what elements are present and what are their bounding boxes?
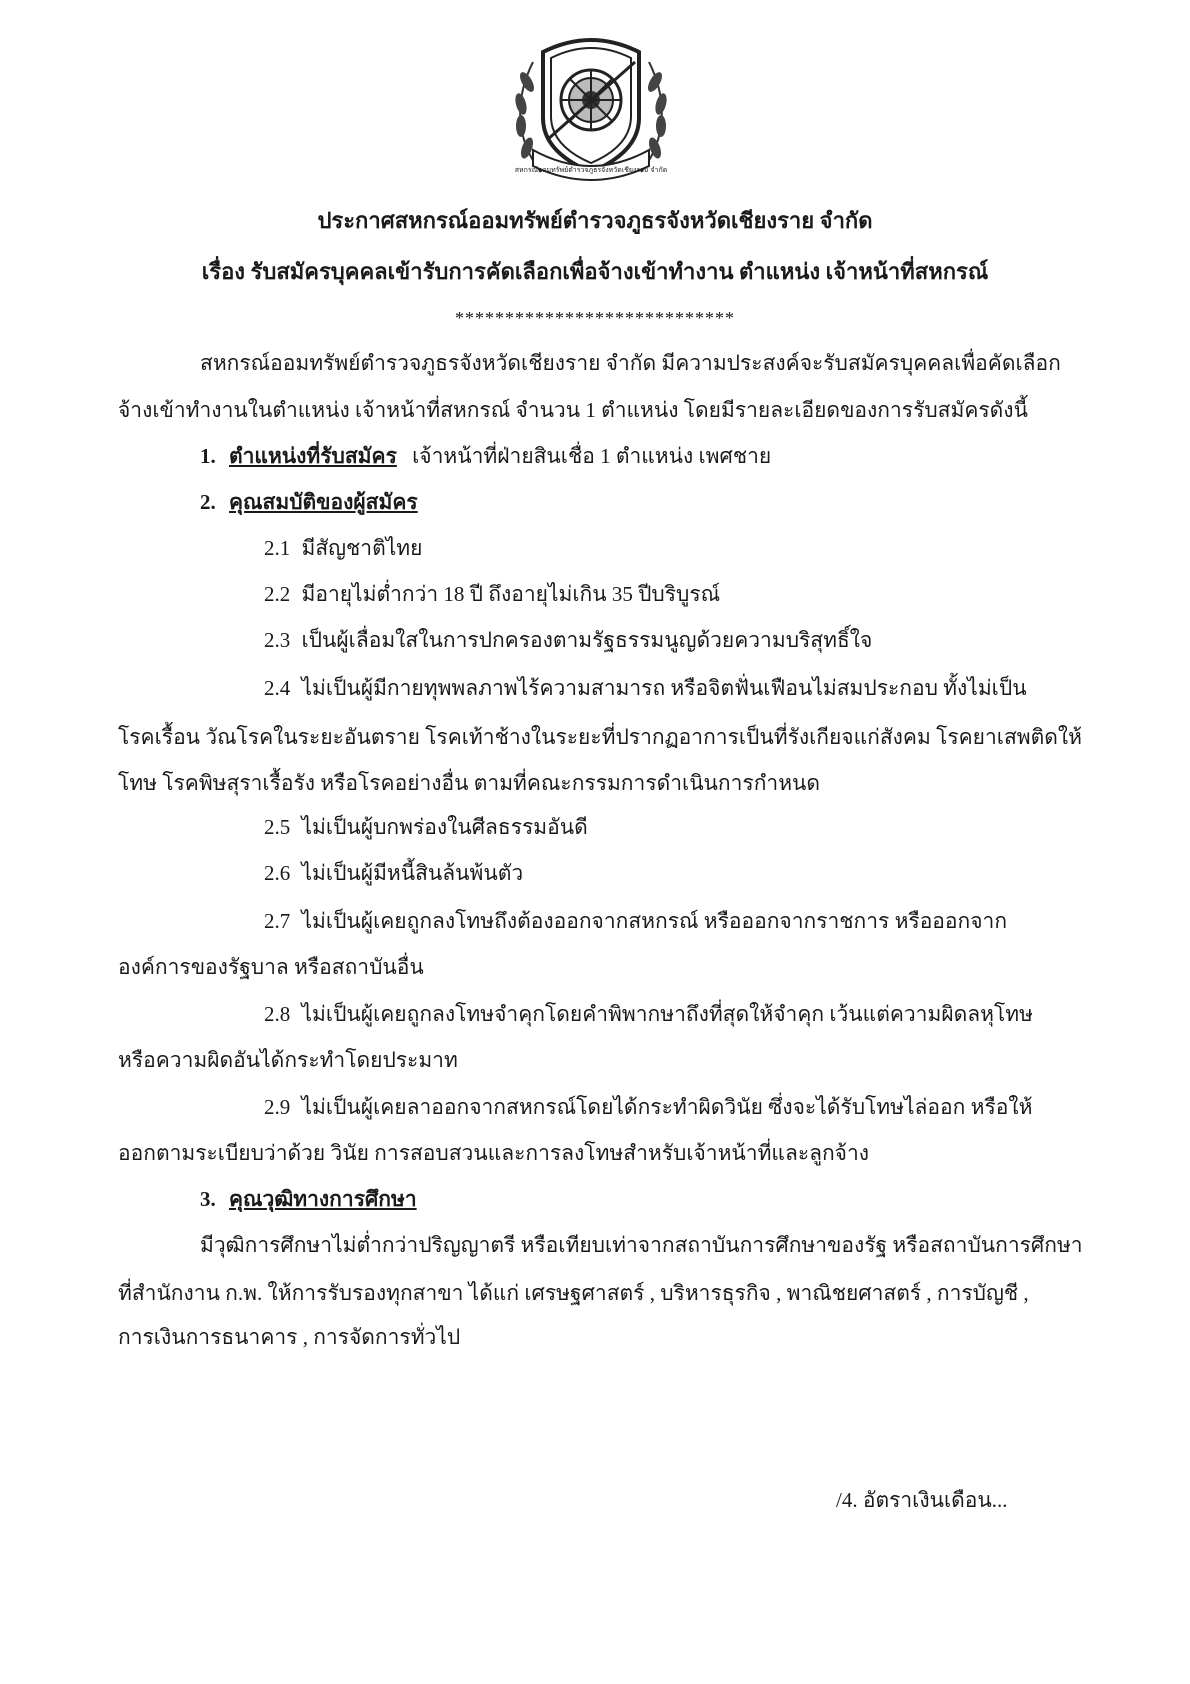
item-text: มีอายุไม่ต่ำกว่า 18 ปี ถึงอายุไม่เกิน 35 ปีบริบูรณ์ [301, 582, 721, 606]
announcement-subject: เรื่อง รับสมัครบุคคลเข้ารับการคัดเลือกเพื่อจ้างเข้าทำงาน ตำแหน่ง เจ้าหน้าที่สหกรณ์ [201, 259, 989, 284]
list-item [264, 580, 720, 608]
item-number: 2.8 [264, 1002, 291, 1026]
item-continuation: ออกตามระเบียบว่าด้วย วินัย การสอบสวนและการลงโทษสำหรับเจ้าหน้าที่และลูกจ้าง [118, 1141, 870, 1165]
item-continuation: โรคเรื้อน วัณโรคในระยะอันตราย โรคเท้าช้างในระยะที่ปรากฏอาการเป็นที่รังเกียจแก่สังคม โรคยาเสพติดให้ [118, 725, 1082, 749]
item-continuation: โทษ โรคพิษสุราเรื้อรัง หรือโรคอย่างอื่น ตามที่คณะกรรมการดำเนินการกำหนด [118, 771, 821, 795]
item-text: มีสัญชาติไทย [301, 536, 423, 560]
title-divider: **************************** [455, 308, 735, 328]
item-text: ไม่เป็นผู้มีกายทุพพลภาพไร้ความสามารถ หรือจิตฟั่นเฟือนไม่สมประกอบ ทั้งไม่เป็น [301, 676, 1027, 700]
list-item [264, 859, 523, 887]
list-item [264, 674, 1027, 702]
list-item [264, 813, 588, 841]
section-3-number: 3. [200, 1187, 216, 1211]
section-2-heading: คุณสมบัติของผู้สมัคร [229, 490, 418, 514]
seal-logo [503, 22, 679, 190]
item-continuation: องค์การของรัฐบาล หรือสถาบันอื่น [118, 955, 424, 979]
section-3-line-2: ที่สำนักงาน ก.พ. ให้การรับรองทุกสาขา ได้แก่ เศรษฐศาสตร์ , บริหารธุรกิจ , พาณิชยศาสตร์ , การบัญชี , [118, 1281, 1029, 1305]
item-number: 2.2 [264, 582, 291, 606]
section-3 [200, 1185, 417, 1213]
section-1-heading: ตำแหน่งที่รับสมัคร [229, 444, 397, 468]
item-text: เป็นผู้เลื่อมใสในการปกครองตามรัฐธรรมนูญด้วยความบริสุทธิ์ใจ [301, 628, 873, 652]
section-1-detail: เจ้าหน้าที่ฝ่ายสินเชื่อ 1 ตำแหน่ง เพศชาย [412, 444, 772, 468]
item-text: ไม่เป็นผู้มีหนี้สินล้นพ้นตัว [301, 861, 524, 885]
section-1-number: 1. [200, 444, 216, 468]
item-text: ไม่เป็นผู้เคยถูกลงโทษจำคุกโดยคำพิพากษาถึงที่สุดให้จำคุก เว้นแต่ความผิดลหุโทษ [301, 1002, 1033, 1026]
list-item [264, 1093, 1032, 1121]
item-number: 2.9 [264, 1095, 291, 1119]
seal-ribbon-text: สหกรณ์ออมทรัพย์ตำรวจภูธรจังหวัดเชียงราย จำกัด [514, 166, 668, 174]
section-2 [200, 488, 418, 516]
item-text: ไม่เป็นผู้เคยถูกลงโทษถึงต้องออกจากสหกรณ์ หรือออกจากราชการ หรือออกจาก [301, 909, 1008, 933]
section-1 [200, 442, 771, 470]
section-3-line-1: มีวุฒิการศึกษาไม่ต่ำกว่าปริญญาตรี หรือเทียบเท่าจากสถาบันการศึกษาของรัฐ หรือสถาบันการศึกษา [200, 1233, 1083, 1257]
section-3-heading: คุณวุฒิทางการศึกษา [229, 1187, 417, 1211]
intro-line-2: จ้างเข้าทำงานในตำแหน่ง เจ้าหน้าที่สหกรณ์ จำนวน 1 ตำแหน่ง โดยมีรายละเอียดของการรับสมัครดังนี้ [118, 398, 1028, 422]
item-continuation: หรือความผิดอันได้กระทำโดยประมาท [118, 1048, 458, 1072]
list-item [264, 1000, 1033, 1028]
item-number: 2.1 [264, 536, 291, 560]
item-number: 2.5 [264, 815, 291, 839]
item-number: 2.4 [264, 676, 291, 700]
continuation-note: /4. อัตราเงินเดือน... [836, 1488, 1008, 1512]
announcement-title: ประกาศสหกรณ์ออมทรัพย์ตำรวจภูธรจังหวัดเชียงราย จำกัด [317, 208, 873, 233]
item-number: 2.3 [264, 628, 291, 652]
intro-line-1: สหกรณ์ออมทรัพย์ตำรวจภูธรจังหวัดเชียงราย จำกัด มีความประสงค์จะรับสมัครบุคคลเพื่อคัดเลือก [200, 351, 1061, 375]
item-number: 2.6 [264, 861, 291, 885]
item-text: ไม่เป็นผู้บกพร่องในศีลธรรมอันดี [301, 815, 588, 839]
section-3-line-3: การเงินการธนาคาร , การจัดการทั่วไป [118, 1325, 461, 1349]
list-item [264, 907, 1007, 935]
item-text: ไม่เป็นผู้เคยลาออกจากสหกรณ์โดยได้กระทำผิดวินัย ซึ่งจะได้รับโทษไล่ออก หรือให้ [301, 1095, 1033, 1119]
list-item [264, 534, 422, 562]
list-item [264, 626, 872, 654]
section-2-number: 2. [200, 490, 216, 514]
item-number: 2.7 [264, 909, 291, 933]
